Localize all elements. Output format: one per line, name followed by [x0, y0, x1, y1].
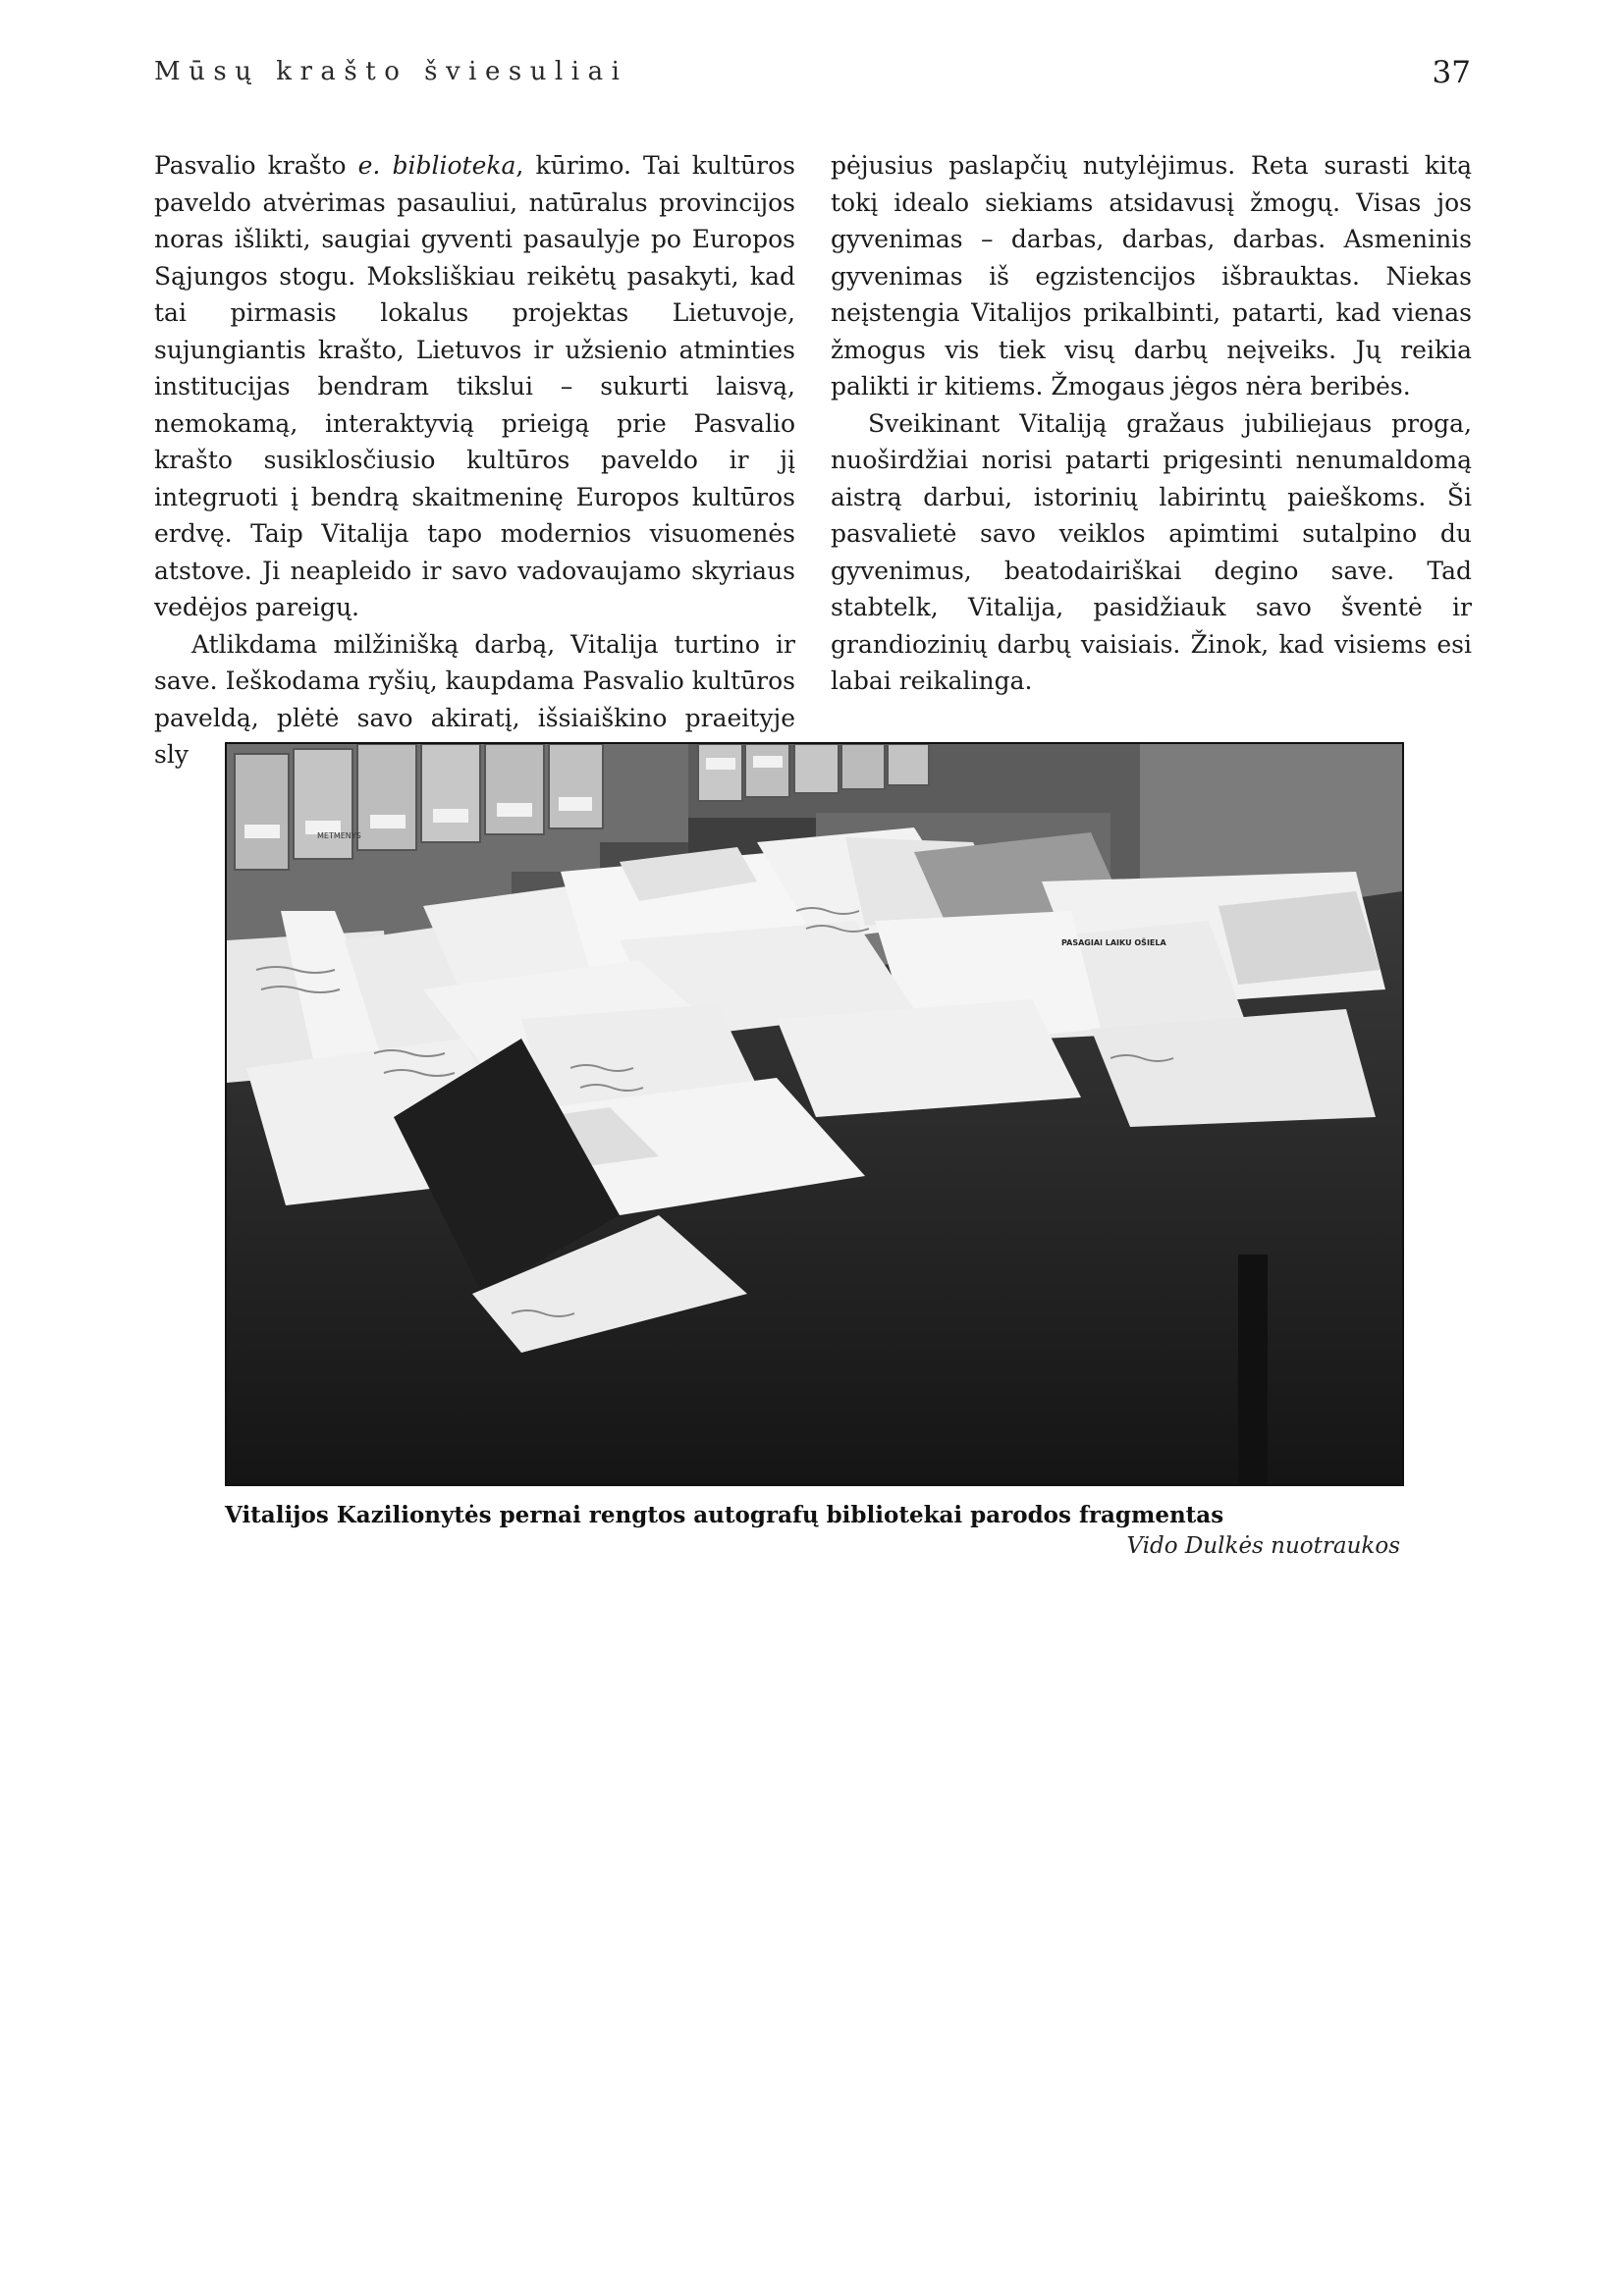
box-label: METMENYS — [317, 831, 361, 840]
left-p1-text-a: Pasvalio krašto — [154, 151, 358, 180]
page-number: 37 — [1432, 55, 1471, 90]
right-paragraph-1: pėjusius paslapčių nutylėjimus. Reta surasti kitą tokį idealo siekiams atsidavusį žmogų. Visas jos gyvenimas – darbas, darbas, darbas. Asmeninis gyvenimas iš egzistencijos išbrauktas. Niekas neįstengia Vitalijos prikalbinti, patarti, kad vienas žmogus vis tiek visų darbų neįveiks. Jų reikia palikti ir kitiems. Žmogaus jėgos nėra beribės. — [831, 151, 1472, 400]
left-paragraph-1 — [154, 147, 795, 626]
right-column — [831, 147, 1472, 700]
exhibition-photo-illustration — [227, 744, 1402, 1484]
right-paragraph-2: Sveikinant Vitaliją gražaus jubiliejaus proga, nuoširdžiai norisi patarti prigesinti nenumaldomą aistrą darbui, istorinių labirintų paieškoms. Ši pasvalietė savo veiklos apimtimi sutalpino du gyvenimus, beatodairiškai degino save. Tad stabtelk, Vitalija, pasidžiauk savo šventė ir grandiozinių darbų vaisiais. Žinok, kad visiems esi labai reikalinga. — [831, 408, 1472, 695]
photo-caption: Vitalijos Kazilionytės pernai rengtos autografų bibliotekai parodos fragmentas — [225, 1502, 1224, 1528]
table-leg — [1238, 1255, 1268, 1484]
exhibition-photo — [225, 742, 1404, 1486]
photo-credit: Vido Dulkės nuotraukos — [1126, 1533, 1400, 1559]
running-title: Mūsų krašto šviesuliai — [154, 57, 628, 86]
left-column — [154, 147, 795, 774]
left-p1-text-b: , kūrimo. Tai kultūros paveldo atvėrimas pasauliui, natūralus provincijos noras išlikti, saugiai gyventi pasaulyje po Europos Sąjungos stogu. Moksliškiau reikėtų pasakyti, kad tai pirmasis lokalus projektas Lietuvoje, sujungiantis krašto, Lietuvos ir užsienio atminties institucijas bendram tikslui – sukurti laisvą, nemokamą, interaktyvią prieigą prie Pasvalio krašto susiklosčiusio kultūros paveldo ir jį integruoti į bendrą skaitmeninę Europos kultūros erdvę. Taip Vitalija tapo modernios visuomenės atstove. Ji neapleido ir savo vadovaujamo skyriaus vedėjos pareigų. — [154, 151, 795, 621]
e-biblioteka-emphasis: e. biblioteka — [357, 151, 516, 180]
book-title-label: PASAGIAI LAIKU OŠIELA — [1061, 938, 1166, 947]
left-paragraph-2: Atlikdama milžinišką darbą, Vitalija turtino ir save. Ieškodama ryšių, kaupdama Pasvalio kultūros paveldą, plėtė savo akiratį, išsiaiškino praeityje sly — [154, 629, 795, 769]
